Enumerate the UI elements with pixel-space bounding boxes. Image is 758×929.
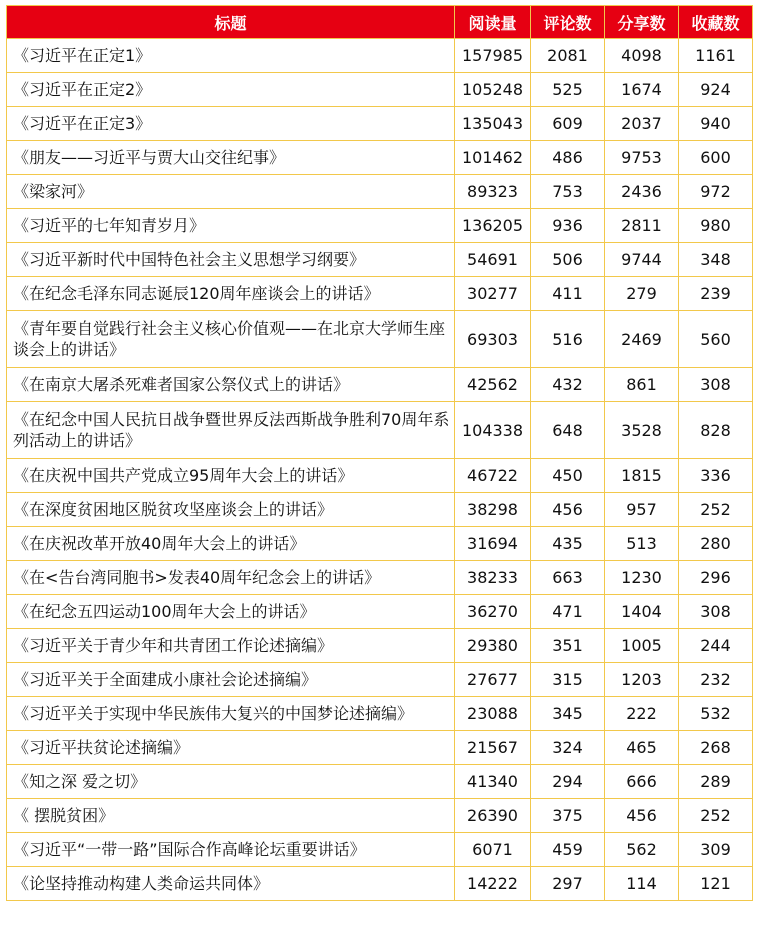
cell-title: 《习近平扶贫论述摘编》 bbox=[7, 731, 455, 765]
cell-title: 《习近平的七年知青岁月》 bbox=[7, 209, 455, 243]
cell-reads: 104338 bbox=[455, 402, 531, 459]
cell-title: 《青年要自觉践行社会主义核心价值观——在北京大学师生座谈会上的讲话》 bbox=[7, 311, 455, 368]
cell-title: 《在纪念毛泽东同志诞辰120周年座谈会上的讲话》 bbox=[7, 277, 455, 311]
cell-comments: 486 bbox=[531, 141, 605, 175]
cell-favorites: 560 bbox=[679, 311, 753, 368]
cell-comments: 435 bbox=[531, 527, 605, 561]
table-row bbox=[7, 311, 753, 368]
cell-favorites: 600 bbox=[679, 141, 753, 175]
cell-title: 《在纪念中国人民抗日战争暨世界反法西斯战争胜利70周年系列活动上的讲话》 bbox=[7, 402, 455, 459]
column-header-shares: 分享数 bbox=[605, 6, 679, 39]
cell-title: 《习近平关于青少年和共青团工作论述摘编》 bbox=[7, 629, 455, 663]
cell-shares: 3528 bbox=[605, 402, 679, 459]
cell-shares: 222 bbox=[605, 697, 679, 731]
cell-comments: 315 bbox=[531, 663, 605, 697]
cell-shares: 1404 bbox=[605, 595, 679, 629]
cell-favorites: 280 bbox=[679, 527, 753, 561]
cell-reads: 157985 bbox=[455, 39, 531, 73]
cell-favorites: 252 bbox=[679, 493, 753, 527]
cell-favorites: 828 bbox=[679, 402, 753, 459]
data-table bbox=[6, 5, 753, 901]
cell-reads: 21567 bbox=[455, 731, 531, 765]
cell-shares: 4098 bbox=[605, 39, 679, 73]
cell-title: 《习近平在正定2》 bbox=[7, 73, 455, 107]
table-row bbox=[7, 209, 753, 243]
cell-shares: 456 bbox=[605, 799, 679, 833]
cell-comments: 753 bbox=[531, 175, 605, 209]
cell-shares: 2037 bbox=[605, 107, 679, 141]
cell-comments: 324 bbox=[531, 731, 605, 765]
cell-favorites: 268 bbox=[679, 731, 753, 765]
cell-favorites: 121 bbox=[679, 867, 753, 901]
table-row bbox=[7, 243, 753, 277]
table-row bbox=[7, 629, 753, 663]
cell-reads: 46722 bbox=[455, 459, 531, 493]
cell-reads: 135043 bbox=[455, 107, 531, 141]
cell-reads: 69303 bbox=[455, 311, 531, 368]
cell-title: 《习近平新时代中国特色社会主义思想学习纲要》 bbox=[7, 243, 455, 277]
table-row bbox=[7, 73, 753, 107]
cell-shares: 1674 bbox=[605, 73, 679, 107]
cell-shares: 2469 bbox=[605, 311, 679, 368]
cell-title: 《习近平“一带一路”国际合作高峰论坛重要讲话》 bbox=[7, 833, 455, 867]
cell-shares: 666 bbox=[605, 765, 679, 799]
cell-reads: 29380 bbox=[455, 629, 531, 663]
table-row bbox=[7, 459, 753, 493]
cell-reads: 36270 bbox=[455, 595, 531, 629]
cell-shares: 279 bbox=[605, 277, 679, 311]
cell-favorites: 296 bbox=[679, 561, 753, 595]
cell-reads: 26390 bbox=[455, 799, 531, 833]
cell-title: 《习近平在正定1》 bbox=[7, 39, 455, 73]
column-header-reads: 阅读量 bbox=[455, 6, 531, 39]
cell-reads: 42562 bbox=[455, 368, 531, 402]
cell-favorites: 532 bbox=[679, 697, 753, 731]
table-row bbox=[7, 402, 753, 459]
cell-title: 《 摆脱贫困》 bbox=[7, 799, 455, 833]
table-row bbox=[7, 39, 753, 73]
cell-comments: 432 bbox=[531, 368, 605, 402]
table-row bbox=[7, 277, 753, 311]
cell-title: 《习近平在正定3》 bbox=[7, 107, 455, 141]
cell-favorites: 244 bbox=[679, 629, 753, 663]
cell-favorites: 289 bbox=[679, 765, 753, 799]
cell-reads: 105248 bbox=[455, 73, 531, 107]
cell-title: 《梁家河》 bbox=[7, 175, 455, 209]
cell-favorites: 1161 bbox=[679, 39, 753, 73]
cell-title: 《在深度贫困地区脱贫攻坚座谈会上的讲话》 bbox=[7, 493, 455, 527]
cell-favorites: 232 bbox=[679, 663, 753, 697]
cell-reads: 6071 bbox=[455, 833, 531, 867]
cell-favorites: 309 bbox=[679, 833, 753, 867]
cell-comments: 663 bbox=[531, 561, 605, 595]
cell-shares: 1230 bbox=[605, 561, 679, 595]
cell-title: 《论坚持推动构建人类命运共同体》 bbox=[7, 867, 455, 901]
cell-comments: 351 bbox=[531, 629, 605, 663]
cell-title: 《在纪念五四运动100周年大会上的讲话》 bbox=[7, 595, 455, 629]
cell-title: 《知之深 爱之切》 bbox=[7, 765, 455, 799]
cell-title: 《习近平关于实现中华民族伟大复兴的中国梦论述摘编》 bbox=[7, 697, 455, 731]
column-header-title: 标题 bbox=[7, 6, 455, 39]
cell-comments: 345 bbox=[531, 697, 605, 731]
cell-comments: 297 bbox=[531, 867, 605, 901]
cell-favorites: 336 bbox=[679, 459, 753, 493]
cell-favorites: 239 bbox=[679, 277, 753, 311]
cell-comments: 375 bbox=[531, 799, 605, 833]
cell-comments: 648 bbox=[531, 402, 605, 459]
cell-title: 《在<告台湾同胞书>发表40周年纪念会上的讲话》 bbox=[7, 561, 455, 595]
cell-reads: 38298 bbox=[455, 493, 531, 527]
cell-shares: 1203 bbox=[605, 663, 679, 697]
cell-shares: 9744 bbox=[605, 243, 679, 277]
table-row bbox=[7, 175, 753, 209]
cell-shares: 562 bbox=[605, 833, 679, 867]
cell-reads: 89323 bbox=[455, 175, 531, 209]
cell-favorites: 940 bbox=[679, 107, 753, 141]
table-row bbox=[7, 493, 753, 527]
cell-title: 《在庆祝中国共产党成立95周年大会上的讲话》 bbox=[7, 459, 455, 493]
cell-reads: 54691 bbox=[455, 243, 531, 277]
cell-favorites: 348 bbox=[679, 243, 753, 277]
table-row bbox=[7, 527, 753, 561]
cell-reads: 23088 bbox=[455, 697, 531, 731]
cell-favorites: 980 bbox=[679, 209, 753, 243]
cell-comments: 411 bbox=[531, 277, 605, 311]
cell-shares: 2811 bbox=[605, 209, 679, 243]
cell-shares: 2436 bbox=[605, 175, 679, 209]
cell-comments: 471 bbox=[531, 595, 605, 629]
column-header-favorites: 收藏数 bbox=[679, 6, 753, 39]
table-row bbox=[7, 107, 753, 141]
cell-shares: 1005 bbox=[605, 629, 679, 663]
cell-comments: 2081 bbox=[531, 39, 605, 73]
cell-shares: 114 bbox=[605, 867, 679, 901]
table-row bbox=[7, 867, 753, 901]
table-row bbox=[7, 368, 753, 402]
cell-title: 《习近平关于全面建成小康社会论述摘编》 bbox=[7, 663, 455, 697]
cell-reads: 27677 bbox=[455, 663, 531, 697]
cell-reads: 136205 bbox=[455, 209, 531, 243]
cell-shares: 957 bbox=[605, 493, 679, 527]
cell-comments: 525 bbox=[531, 73, 605, 107]
table-row bbox=[7, 833, 753, 867]
cell-favorites: 308 bbox=[679, 595, 753, 629]
cell-reads: 38233 bbox=[455, 561, 531, 595]
cell-reads: 41340 bbox=[455, 765, 531, 799]
table-row bbox=[7, 141, 753, 175]
cell-shares: 513 bbox=[605, 527, 679, 561]
table-row bbox=[7, 595, 753, 629]
cell-title: 《在南京大屠杀死难者国家公祭仪式上的讲话》 bbox=[7, 368, 455, 402]
cell-shares: 861 bbox=[605, 368, 679, 402]
table-row bbox=[7, 765, 753, 799]
header-row bbox=[7, 6, 753, 39]
cell-shares: 1815 bbox=[605, 459, 679, 493]
cell-title: 《朋友——习近平与贾大山交往纪事》 bbox=[7, 141, 455, 175]
cell-comments: 516 bbox=[531, 311, 605, 368]
cell-comments: 294 bbox=[531, 765, 605, 799]
column-header-comments: 评论数 bbox=[531, 6, 605, 39]
cell-comments: 609 bbox=[531, 107, 605, 141]
table-body bbox=[7, 39, 753, 901]
table-row bbox=[7, 799, 753, 833]
cell-comments: 450 bbox=[531, 459, 605, 493]
cell-shares: 465 bbox=[605, 731, 679, 765]
cell-favorites: 924 bbox=[679, 73, 753, 107]
cell-comments: 456 bbox=[531, 493, 605, 527]
cell-title: 《在庆祝改革开放40周年大会上的讲话》 bbox=[7, 527, 455, 561]
cell-favorites: 252 bbox=[679, 799, 753, 833]
table-row bbox=[7, 663, 753, 697]
cell-shares: 9753 bbox=[605, 141, 679, 175]
cell-favorites: 308 bbox=[679, 368, 753, 402]
table-row bbox=[7, 731, 753, 765]
cell-reads: 31694 bbox=[455, 527, 531, 561]
cell-favorites: 972 bbox=[679, 175, 753, 209]
table-row bbox=[7, 697, 753, 731]
cell-comments: 936 bbox=[531, 209, 605, 243]
cell-reads: 101462 bbox=[455, 141, 531, 175]
cell-comments: 506 bbox=[531, 243, 605, 277]
cell-comments: 459 bbox=[531, 833, 605, 867]
cell-reads: 30277 bbox=[455, 277, 531, 311]
cell-reads: 14222 bbox=[455, 867, 531, 901]
table-row bbox=[7, 561, 753, 595]
